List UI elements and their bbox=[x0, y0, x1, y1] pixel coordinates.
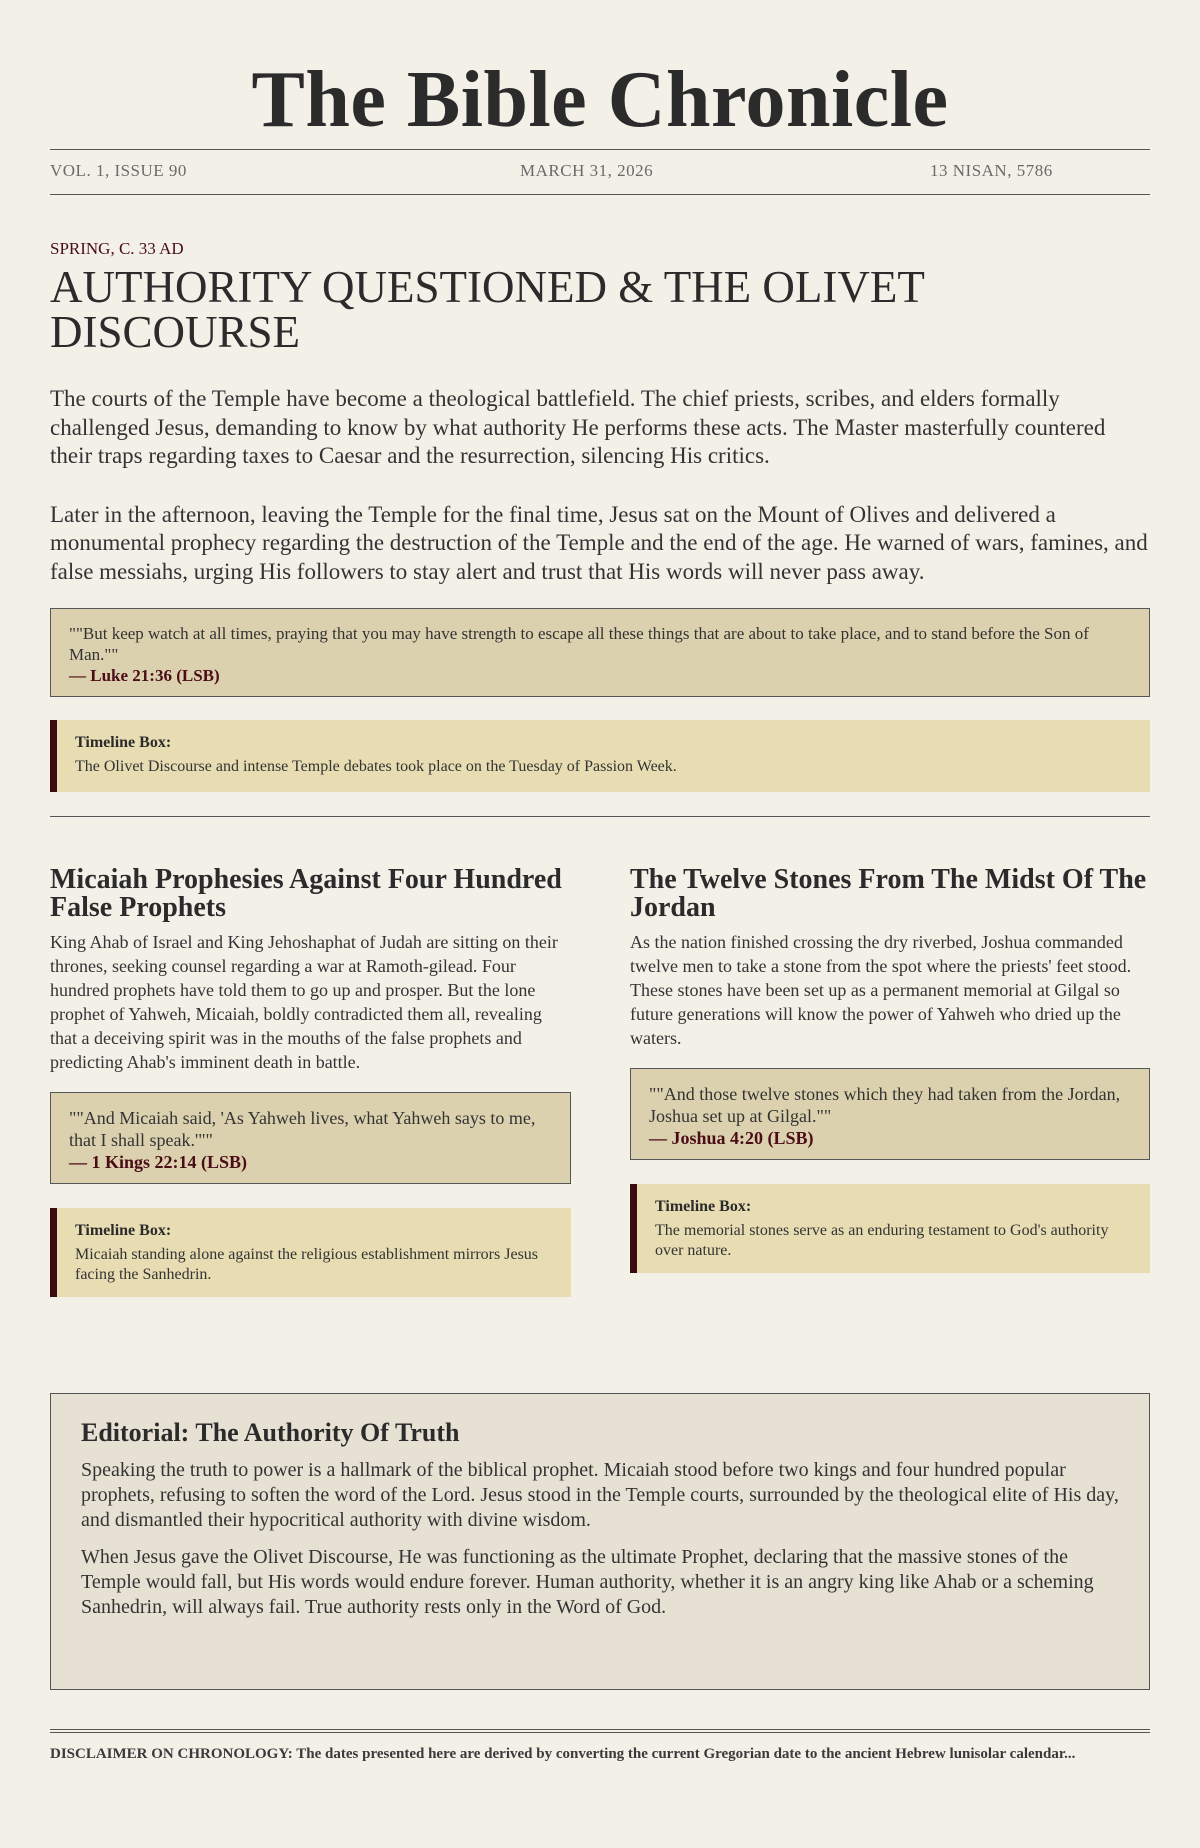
timeline-text: The Olivet Discourse and intense Temple debates took place on the Tuesday of Passion Week. bbox=[75, 758, 677, 775]
left-timeline-box bbox=[50, 1208, 571, 1297]
quote-text: ""And those twelve stones which they had taken from the Jordan, Joshua set up at Gilgal."" bbox=[649, 1084, 1121, 1126]
main-scripture-quote bbox=[50, 608, 1150, 697]
issue-date: MARCH 31, 2026 bbox=[520, 161, 654, 180]
right-story bbox=[630, 866, 1150, 1273]
chronology-disclaimer: DISCLAIMER ON CHRONOLOGY: The dates presented here are derived by converting the current Gregorian date to the ancient Hebrew lunisolar calendar... bbox=[50, 1729, 1150, 1763]
main-story-paragraph: The courts of the Temple have become a theological battlefield. The chief priests, scribes, and elders formally challenged Jesus, demanding to know by what authority He performs these acts. The Master masterfully countered their traps regarding taxes to Caesar and the resurrection, silencing His critics. bbox=[50, 386, 1106, 468]
main-story-paragraph: Later in the afternoon, leaving the Temple for the final time, Jesus sat on the Mount of Olives and delivered a monumental prophecy regarding the destruction of the Temple and the end of the age. He warned of wars, famines, and false messiahs, urging His followers to stay alert and trust that His words will never pass away. bbox=[50, 501, 1148, 584]
masthead-meta-bar bbox=[50, 149, 1150, 195]
right-story-headline: The Twelve Stones From The Midst Of The Jordan bbox=[630, 864, 1147, 923]
timeline-label: Timeline Box: bbox=[75, 1222, 172, 1239]
main-story-headline: AUTHORITY QUESTIONED & THE OLIVET DISCOURSE bbox=[50, 262, 925, 357]
quote-reference: — 1 Kings 22:14 (LSB) bbox=[69, 1152, 248, 1172]
masthead-title: The Bible Chronicle bbox=[251, 56, 949, 144]
editorial-paragraph: When Jesus gave the Olivet Discourse, He was functioning as the ultimate Prophet, declaring that the massive stones of the Temple would fall, but His words would endure forever. Human authority, whether it is an angry king like Ahab or a scheming Sanhedrin, will always fail. True authority rests only in the Word of God. bbox=[81, 1546, 1094, 1618]
timeline-label: Timeline Box: bbox=[655, 1198, 752, 1215]
timeline-label: Timeline Box: bbox=[75, 734, 172, 751]
left-story-headline: Micaiah Prophesies Against Four Hundred False Prophets bbox=[50, 864, 562, 923]
left-scripture-quote bbox=[50, 1092, 571, 1184]
editorial-title: Editorial: The Authority Of Truth bbox=[81, 1418, 460, 1447]
main-story-body bbox=[50, 385, 1150, 586]
left-story bbox=[50, 866, 571, 1297]
left-story-body: King Ahab of Israel and King Jehoshaphat of Judah are sitting on their thrones, seeking counsel regarding a war at Ramoth-gilead. Four hundred prophets have told them to go up and prosper. But the lone prophet of Yahweh, Micaiah, boldly contradicted them all, revealing that a deceiving spirit was in the mouths of the false prophets and predicting Ahab's imminent death in battle. bbox=[50, 932, 558, 1072]
main-timeline-box bbox=[50, 720, 1150, 792]
editorial-paragraph: Speaking the truth to power is a hallmark of the biblical prophet. Micaiah stood before two kings and four hundred popular prophets, refusing to soften the word of the Lord. Jesus stood in the Temple courts, surrounded by the theological elite of His day, and dismantled their hypocritical authority with divine wisdom. bbox=[81, 1459, 1119, 1531]
right-timeline-box bbox=[630, 1184, 1150, 1273]
hebrew-date: 13 NISAN, 5786 bbox=[930, 161, 1053, 180]
timeline-text: The memorial stones serve as an enduring testament to God's authority over nature. bbox=[655, 1222, 1109, 1259]
secondary-stories bbox=[50, 817, 1150, 1337]
main-story bbox=[50, 239, 1150, 792]
main-story-kicker: SPRING, C. 33 AD bbox=[50, 239, 184, 258]
quote-text: ""And Micaiah said, 'As Yahweh lives, what Yahweh says to me, that I shall speak.'"" bbox=[69, 1108, 536, 1150]
quote-text: ""But keep watch at all times, praying that you may have strength to escape all these things that are about to take place, and to stand before the Son of Man."" bbox=[69, 624, 1089, 664]
right-story-body: As the nation finished crossing the dry riverbed, Joshua commanded twelve men to take a stone from the spot where the priests' feet stood. These stones have been set up as a permanent memorial at Gilgal so future generations will know the power of Yahweh who dried up the waters. bbox=[630, 932, 1132, 1048]
quote-reference: — Luke 21:36 (LSB) bbox=[69, 666, 220, 685]
quote-reference: — Joshua 4:20 (LSB) bbox=[649, 1128, 814, 1148]
right-scripture-quote bbox=[630, 1068, 1150, 1160]
editorial-box bbox=[50, 1393, 1150, 1690]
issue-volume: VOL. 1, ISSUE 90 bbox=[50, 161, 187, 180]
timeline-text: Micaiah standing alone against the religious establishment mirrors Jesus facing the Sanhedrin. bbox=[75, 1246, 539, 1283]
